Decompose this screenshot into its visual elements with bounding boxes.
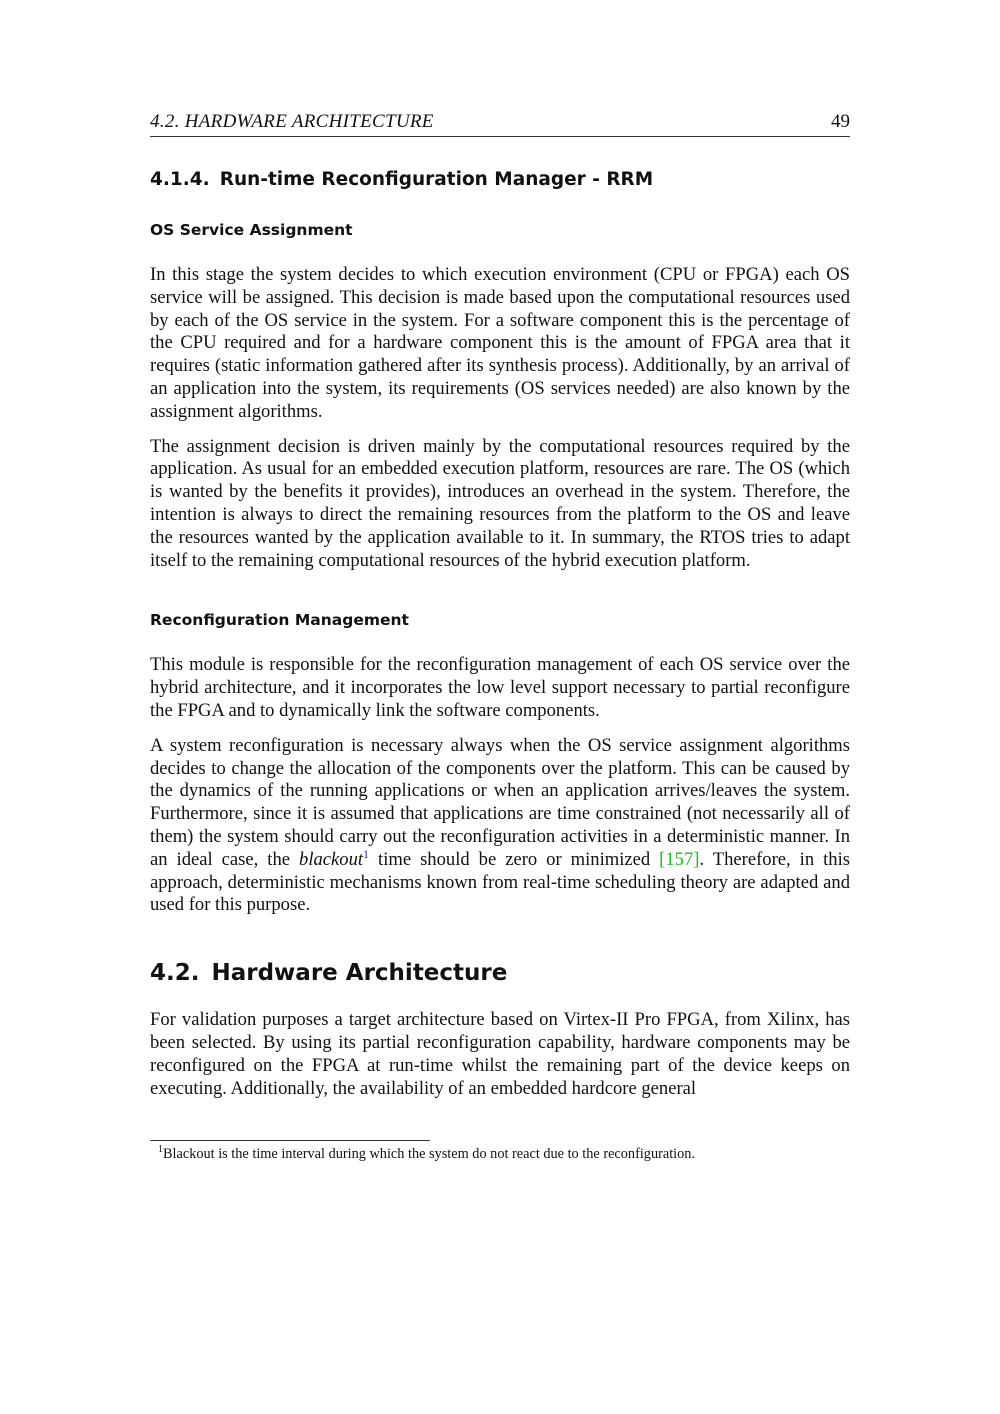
os-service-heading: OS Service Assignment — [150, 221, 353, 239]
os-service-paragraph-2: The assignment decision is driven mainly by the computational resources required by the application. As usual for an embedded execution platform, resources are rare. The OS (which is wanted by the benefits it provides), introduces an overhead in the system. Therefore, the intention is always to direct the remaining resources from the platform to the OS and leave the resources wanted by the application available to it. In summary, the RTOS tries to adapt itself to the remaining computational resources of the hybrid execution platform. — [150, 435, 850, 571]
subsection-number: 4.1.4. — [150, 169, 210, 190]
section-title: Hardware Architecture — [211, 960, 508, 987]
footnote-number: 1 — [158, 1144, 163, 1156]
reconfig-paragraph-1: This module is responsible for the reconfiguration management of each OS service over the hybrid architecture, and it incorporates the low level support necessary to partial reconfigure the FPGA and to dynamically link the software components. — [150, 654, 850, 721]
footnote-text: Blackout is the time interval during which the system do not react due to the reconfiguration. — [163, 1146, 696, 1162]
running-title: 4.2. HARDWARE ARCHITECTURE — [150, 111, 434, 132]
section-heading — [150, 957, 850, 989]
reconfig-p2-text-a: A system reconfiguration is necessary always when the OS service assignment algorithms decides to change the allocation of the components over the platform. This can be caused by the dynamics of the running applications or when an application arrives/leaves the system. Furthermore, since it is assumed that applications are time constrained (not necessarily all of them) the system should carry out the reconfiguration activities in a deterministic manner. In an ideal case, the — [150, 734, 850, 870]
citation-link[interactable]: [157] — [659, 848, 700, 870]
footnote-rule — [150, 1140, 430, 1141]
running-header — [150, 110, 850, 137]
reconfig-paragraph-2 — [150, 735, 850, 917]
section-number: 4.2. — [150, 960, 200, 987]
blackout-term: blackout — [299, 848, 364, 870]
reconfig-heading: Reconfiguration Management — [150, 611, 409, 630]
os-service-paragraph-1: In this stage the system decides to which execution environment (CPU or FPGA) each OS service will be assigned. This decision is made based upon the computational resources used by each of the OS service in the system. For a software component this is the percentage of the CPU required and for a hardware component this is the amount of FPGA area that it requires (static information gathered after its synthesis process). Additionally, by an arrival of an application into the system, its requirements (OS services needed) are also known by the assignment algorithms. — [150, 264, 850, 422]
subsection-heading — [150, 166, 850, 194]
subsection-title: Run-time Reconfiguration Manager - RRM — [219, 169, 654, 190]
page-number: 49 — [831, 111, 850, 132]
reconfig-p2-text-b: time should be zero or minimized — [369, 848, 660, 870]
page-content — [150, 166, 850, 1112]
footnote — [150, 1145, 850, 1163]
reconfig-p2-text-c: . Therefore, in this approach, deterministic mechanisms known from real-time scheduling theory are adapted and used for this purpose. — [150, 848, 850, 916]
footnote-ref-link[interactable]: 1 — [363, 846, 370, 861]
hardware-paragraph-1: For validation purposes a target architecture based on Virtex-II Pro FPGA, from Xilinx, has been selected. By using its partial reconfiguration capability, hardware components may be reconfigured on the FPGA at run-time whilst the remaining part of the device keeps on executing. Additionally, the availability of an embedded hardcore general — [150, 1009, 850, 1099]
